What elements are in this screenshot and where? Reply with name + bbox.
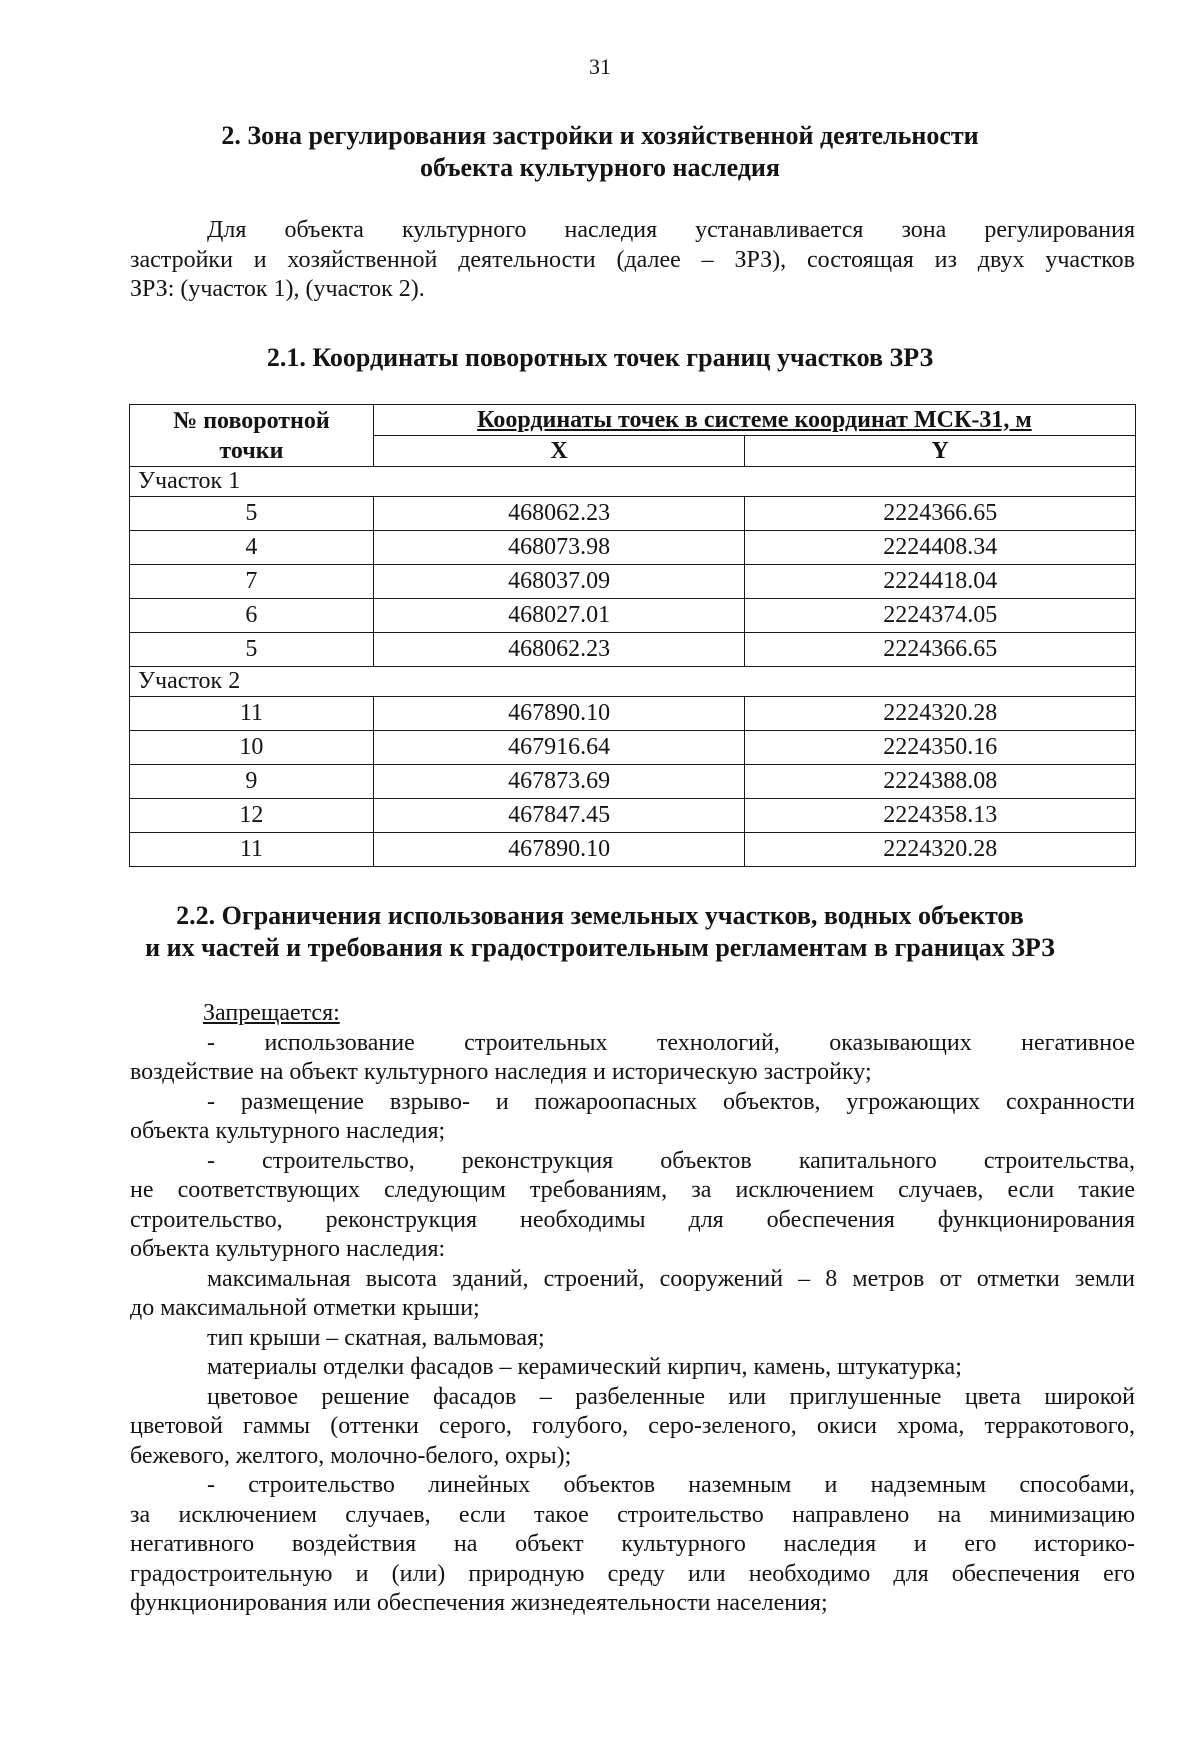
table-row (130, 497, 1136, 531)
section-2-2-title-line: и их частей и требования к градостроительным регламентам в границах ЗРЗ (145, 933, 1055, 962)
header-point-label-2: точки (219, 437, 284, 464)
cell-x: 468037.09 (373, 565, 745, 599)
cell-x: 467890.10 (373, 697, 745, 731)
cell-point: 11 (130, 697, 374, 731)
restriction-paragraph (130, 1471, 1135, 1619)
restriction-line: функционирования или обеспечения жизнедеятельности населения; (130, 1590, 828, 1616)
restriction-paragraph (130, 1265, 1135, 1324)
table-row (130, 531, 1136, 565)
cell-point: 7 (130, 565, 374, 599)
section-label: Участок 1 (130, 467, 1136, 497)
restriction-line: максимальная высота зданий, строений, сооружений – 8 метров от отметки земли (207, 1265, 1135, 1292)
restriction-line: - размещение взрыво- и пожароопасных объектов, угрожающих сохранности (207, 1088, 1135, 1115)
table-section-row (130, 667, 1136, 697)
cell-x: 467847.45 (373, 799, 745, 833)
restriction-paragraph (130, 1324, 1135, 1354)
table-header-row (130, 405, 1136, 436)
header-coordinates (373, 405, 1135, 436)
cell-y: 2224358.13 (745, 799, 1136, 833)
cell-point: 10 (130, 731, 374, 765)
cell-y: 2224388.08 (745, 765, 1136, 799)
restriction-line: строительство, реконструкция необходимы для обеспечения функционирования (130, 1206, 1135, 1233)
section-2-intro (130, 216, 1135, 305)
cell-y: 2224374.05 (745, 599, 1136, 633)
header-point-number (130, 405, 374, 467)
cell-y: 2224350.16 (745, 731, 1136, 765)
table-row (130, 833, 1136, 867)
restriction-paragraph (130, 1383, 1135, 1472)
cell-point: 12 (130, 799, 374, 833)
restriction-line: тип крыши – скатная, вальмовая; (207, 1324, 545, 1351)
restriction-line: цветовой гаммы (оттенки серого, голубого, серо-зеленого, окиси хрома, терракотового, (130, 1413, 1135, 1439)
restrictions-list (130, 1029, 1135, 1619)
restriction-line: негативного воздействия на объект культурного наследия и его историко- (130, 1531, 1135, 1557)
section-2-title-line: объекта культурного наследия (420, 153, 780, 182)
table-row (130, 765, 1136, 799)
section-2-2-title (0, 900, 1200, 964)
cell-y: 2224418.04 (745, 565, 1136, 599)
cell-x: 468062.23 (373, 497, 745, 531)
restriction-paragraph (130, 1147, 1135, 1265)
table-row (130, 633, 1136, 667)
cell-y: 2224320.28 (745, 697, 1136, 731)
section-label: Участок 2 (130, 667, 1136, 697)
cell-y: 2224366.65 (745, 633, 1136, 667)
restriction-line: бежевого, желтого, молочно-белого, охры); (130, 1442, 572, 1469)
table-row (130, 599, 1136, 633)
restriction-line: за исключением случаев, если такое строительство направлено на минимизацию (130, 1501, 1135, 1528)
section-2-1-title (0, 342, 1200, 374)
table-row (130, 799, 1136, 833)
header-y: Y (745, 436, 1136, 467)
cell-x: 467873.69 (373, 765, 745, 799)
table-row (130, 731, 1136, 765)
cell-point: 4 (130, 531, 374, 565)
header-point-label: № поворотной (173, 407, 330, 434)
table-section-row (130, 467, 1136, 497)
cell-x: 467890.10 (373, 833, 745, 867)
restriction-line: - строительство, реконструкция объектов капитального строительства, (207, 1147, 1135, 1174)
section-2-2-title-line: 2.2. Ограничения использования земельных участков, водных объектов (176, 901, 1024, 930)
coordinates-table (129, 404, 1136, 867)
cell-y: 2224366.65 (745, 497, 1136, 531)
section-2-1-title-text: 2.1. Координаты поворотных точек границ участков ЗРЗ (266, 343, 934, 372)
cell-point: 5 (130, 497, 374, 531)
forbidden-label: Запрещается: (203, 1000, 340, 1026)
restriction-paragraph (130, 1088, 1135, 1147)
cell-y: 2224320.28 (745, 833, 1136, 867)
page-number: 31 (589, 54, 611, 79)
cell-x: 468027.01 (373, 599, 745, 633)
cell-y: 2224408.34 (745, 531, 1136, 565)
restriction-line: цветовое решение фасадов – разбеленные или приглушенные цвета широкой (207, 1383, 1135, 1410)
header-x: X (373, 436, 745, 467)
table-row (130, 565, 1136, 599)
cell-x: 467916.64 (373, 731, 745, 765)
cell-x: 468062.23 (373, 633, 745, 667)
section-2-title-line: 2. Зона регулирования застройки и хозяйственной деятельности (221, 121, 979, 150)
section-2-title (0, 120, 1200, 184)
restriction-line: градостроительную и (или) природную среду или необходимо для обеспечения его (130, 1560, 1135, 1587)
restriction-line: объекта культурного наследия: (130, 1236, 446, 1262)
cell-x: 468073.98 (373, 531, 745, 565)
cell-point: 5 (130, 633, 374, 667)
cell-point: 6 (130, 599, 374, 633)
intro-line: застройки и хозяйственной деятельности (далее – ЗРЗ), состоящая из двух участков (130, 246, 1135, 273)
intro-line: ЗРЗ: (участок 1), (участок 2). (130, 276, 425, 302)
restriction-line: не соответствующих следующим требованиям, за исключением случаев, если такие (130, 1177, 1135, 1203)
cell-point: 11 (130, 833, 374, 867)
section-2-2-body (130, 999, 1135, 1619)
restriction-line: - использование строительных технологий, оказывающих негативное (207, 1029, 1135, 1056)
restriction-line: до максимальной отметки крыши; (130, 1295, 480, 1321)
restriction-line: объекта культурного наследия; (130, 1118, 446, 1144)
restriction-line: материалы отделки фасадов – керамический кирпич, камень, штукатурка; (207, 1354, 962, 1380)
restriction-line: воздействие на объект культурного наследия и историческую застройку; (130, 1059, 872, 1085)
table-row (130, 697, 1136, 731)
restriction-line: - строительство линейных объектов наземным и надземным способами, (207, 1472, 1135, 1498)
restriction-paragraph (130, 1353, 1135, 1383)
restriction-paragraph (130, 1029, 1135, 1088)
cell-point: 9 (130, 765, 374, 799)
intro-line: Для объекта культурного наследия устанавливается зона регулирования (207, 217, 1135, 243)
header-coordinates-label: Координаты точек в системе координат МСК-31, м (477, 406, 1032, 433)
